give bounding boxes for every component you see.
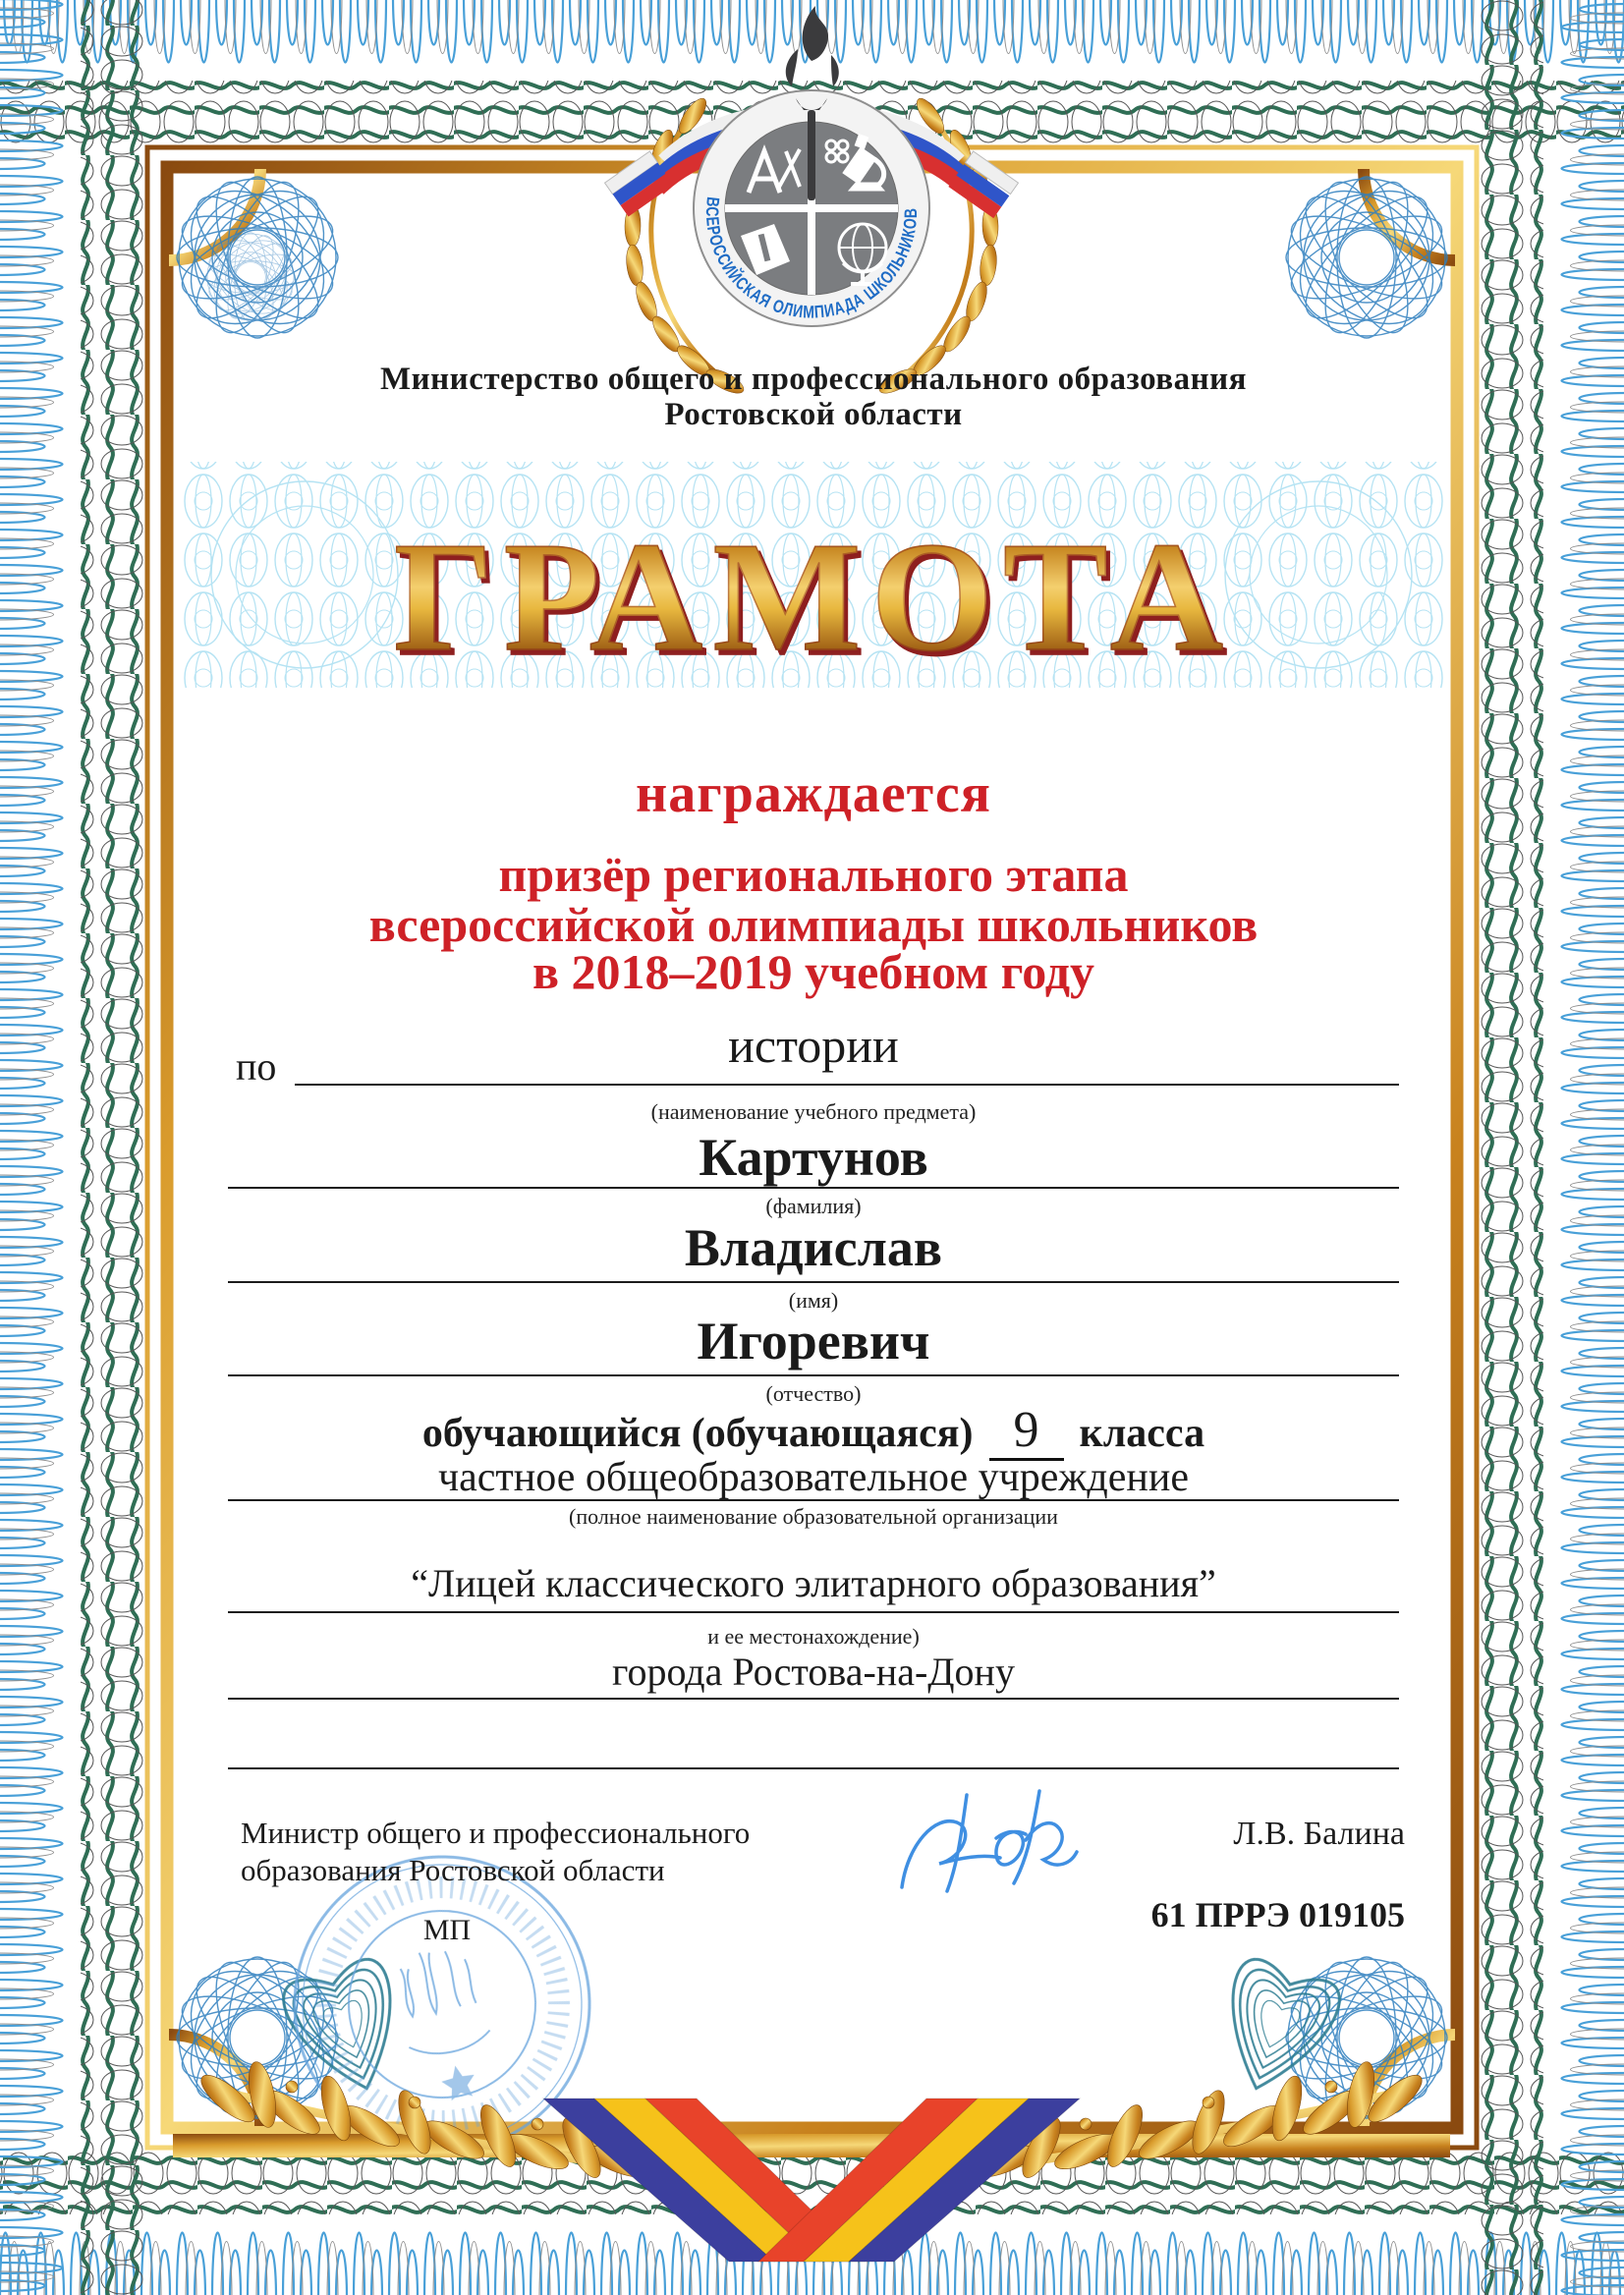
award-heading: награждается bbox=[636, 763, 991, 824]
surname-value: Картунов bbox=[699, 1128, 928, 1187]
surname-blank-line bbox=[228, 1187, 1399, 1189]
student-grade-row bbox=[228, 1402, 1399, 1461]
organization-city-blank-line bbox=[228, 1698, 1399, 1700]
student-prefix: обучающийся (обучающаяся) bbox=[421, 1411, 974, 1456]
organization-city-value: города Ростова-на-Дону bbox=[612, 1650, 1015, 1694]
patronymic-value: Игоревич bbox=[697, 1312, 930, 1371]
minister-position-line1: Министр общего и профессионального bbox=[241, 1816, 751, 1850]
grade-value: 9 bbox=[989, 1405, 1064, 1461]
surname-caption: (фамилия) bbox=[765, 1194, 862, 1218]
empty-blank-line bbox=[228, 1767, 1399, 1769]
minister-position-line2: образования Ростовской области bbox=[241, 1853, 665, 1887]
student-suffix: класса bbox=[1079, 1411, 1205, 1456]
issuing-authority-line2: Ростовской области bbox=[664, 397, 963, 432]
seal-place-label: МП bbox=[422, 1914, 472, 1946]
organization-caption: (полное наименование образовательной организации bbox=[569, 1504, 1058, 1529]
subject-caption: (наименование учебного предмета) bbox=[650, 1099, 977, 1124]
organization-name-value: “Лицей классического элитарного образования” bbox=[411, 1561, 1216, 1605]
first-name-blank-line bbox=[228, 1281, 1399, 1283]
award-line1: призёр регионального этапа bbox=[498, 847, 1129, 902]
emblem-arc-text: ВСЕРОССИЙСКАЯ ОЛИМПИАДА ШКОЛЬНИКОВ bbox=[701, 196, 922, 322]
patronymic-caption: (отчество) bbox=[765, 1381, 862, 1406]
signature bbox=[902, 1791, 1077, 1891]
patronymic-blank-line bbox=[228, 1374, 1399, 1376]
award-line3: в 2018–2019 учебном году bbox=[532, 944, 1095, 999]
organization-blank-line bbox=[228, 1499, 1399, 1501]
signer-name: Л.В. Балина bbox=[1233, 1816, 1405, 1852]
certificate-title: ГРАМОТА bbox=[228, 518, 1399, 675]
organization-value: частное общеобразовательное учреждение bbox=[437, 1455, 1190, 1500]
issuing-authority-line1: Министерство общего и профессионального образования bbox=[380, 362, 1247, 397]
first-name-caption: (имя) bbox=[788, 1288, 839, 1313]
organization-name-caption: и ее местонахождение) bbox=[707, 1624, 920, 1649]
subject-prefix: по bbox=[236, 1044, 277, 1089]
subject-blank-line bbox=[295, 1084, 1399, 1086]
first-name-value: Владислав bbox=[684, 1218, 943, 1277]
subject-value: истории bbox=[728, 1018, 899, 1073]
certificate-serial-number: 61 ПРРЭ 019105 bbox=[1150, 1895, 1405, 1934]
award-line2: всероссийской олимпиады школьников bbox=[368, 897, 1259, 952]
corner-heart-ornaments bbox=[278, 1954, 1345, 2104]
organization-name-blank-line bbox=[228, 1611, 1399, 1613]
